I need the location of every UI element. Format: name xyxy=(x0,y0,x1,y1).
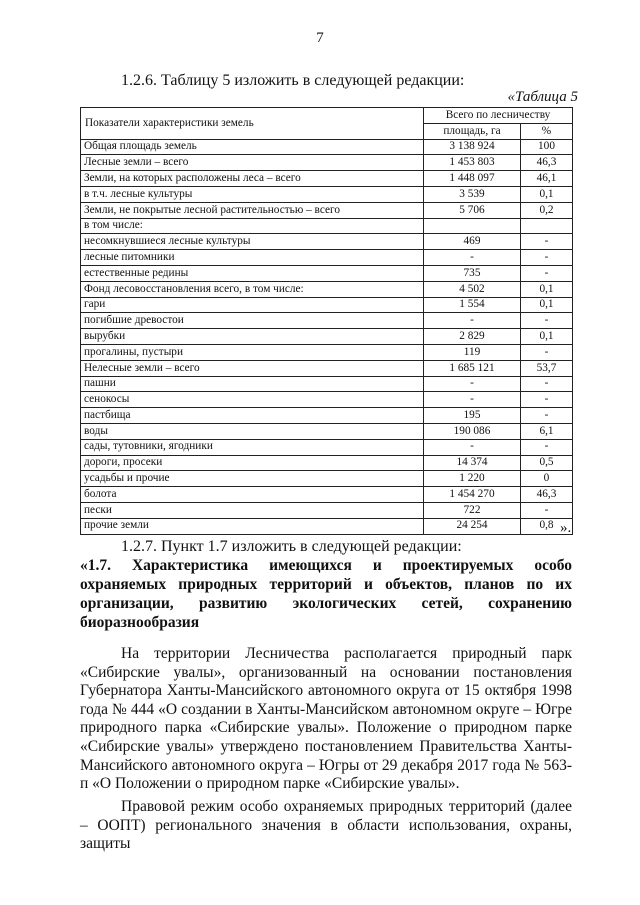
row-area: 1 554 xyxy=(424,297,521,313)
table-row xyxy=(81,392,573,408)
row-area: 3 138 924 xyxy=(424,139,521,155)
row-label: гари xyxy=(81,297,424,313)
row-label: Земли, на которых расположены леса – всего xyxy=(81,171,424,187)
table-row xyxy=(81,439,573,455)
table-body xyxy=(81,139,573,534)
table-row xyxy=(81,139,573,155)
row-label: пески xyxy=(81,502,424,518)
table-row xyxy=(81,408,573,424)
table-row xyxy=(81,487,573,503)
row-area: 119 xyxy=(424,344,521,360)
page-number: 7 xyxy=(316,30,324,46)
table-row xyxy=(81,502,573,518)
row-percent: - xyxy=(521,392,573,408)
row-label: усадьбы и прочие xyxy=(81,471,424,487)
row-percent: - xyxy=(521,408,573,424)
row-label: прочие земли xyxy=(81,518,424,534)
header-percent: % xyxy=(521,123,573,139)
land-characteristics-table xyxy=(80,107,573,535)
row-area: 1 685 121 xyxy=(424,360,521,376)
row-label: несомкнувшиеся лесные культуры xyxy=(81,234,424,250)
row-label: прогалины, пустыри xyxy=(81,344,424,360)
row-area: 3 539 xyxy=(424,186,521,202)
row-area: - xyxy=(424,392,521,408)
row-percent: 46,1 xyxy=(521,171,573,187)
row-percent: 0,1 xyxy=(521,281,573,297)
table-row xyxy=(81,234,573,250)
row-area: 14 374 xyxy=(424,455,521,471)
row-area: - xyxy=(424,376,521,392)
row-percent: - xyxy=(521,439,573,455)
table-row xyxy=(81,155,573,171)
table-row xyxy=(81,344,573,360)
row-area: 2 829 xyxy=(424,329,521,345)
row-area: 190 086 xyxy=(424,423,521,439)
row-percent: 0,1 xyxy=(521,329,573,345)
row-label: лесные питомники xyxy=(81,250,424,266)
row-label: в том числе: xyxy=(81,218,424,234)
row-percent: - xyxy=(521,376,573,392)
row-label: воды xyxy=(81,423,424,439)
row-label: сенокосы xyxy=(81,392,424,408)
table-row xyxy=(81,218,573,234)
row-label: Общая площадь земель xyxy=(81,139,424,155)
row-label: Земли, не покрытые лесной растительностью – всего xyxy=(81,202,424,218)
row-area: 4 502 xyxy=(424,281,521,297)
row-percent: - xyxy=(521,250,573,266)
row-area xyxy=(424,218,521,234)
row-percent: 46,3 xyxy=(521,155,573,171)
row-area: 24 254 xyxy=(424,518,521,534)
row-label: Нелесные земли – всего xyxy=(81,360,424,376)
row-area: 1 454 270 xyxy=(424,487,521,503)
paragraph-2: Правовой режим особо охраняемых природных территорий (далее – ООПТ) регионального значения в области использования, охраны, защиты xyxy=(80,798,572,853)
paragraph-1: На территории Лесничества располагается природный парк «Сибирские увалы», организованный на основании постановления Губернатора Ханты-Мансийского автономного округа от 15 октября 1998 года № 444 «О создании в Ханты-Мансийском автономном округе – Югре природного парка «Сибирские увалы». Положение о природном парке «Сибирские увалы» утверждено постановлением Правительства Ханты-Мансийского автономного округа – Югры от 29 декабря 2017 года № 563-п «О Положении о природном парке «Сибирские увалы». xyxy=(80,645,572,793)
table-header-row xyxy=(81,108,573,124)
row-label: естественные редины xyxy=(81,265,424,281)
table-row xyxy=(81,455,573,471)
row-label: пашни xyxy=(81,376,424,392)
row-label: сады, тутовники, ягодники xyxy=(81,439,424,455)
row-area: 722 xyxy=(424,502,521,518)
row-label: погибшие древостои xyxy=(81,313,424,329)
row-percent: 0,8 xyxy=(521,518,573,534)
row-label: пастбища xyxy=(81,408,424,424)
row-percent: 0,1 xyxy=(521,297,573,313)
table-row xyxy=(81,518,573,534)
row-area: 735 xyxy=(424,265,521,281)
row-percent: - xyxy=(521,502,573,518)
item-1-2-6: 1.2.6. Таблицу 5 изложить в следующей редакции: xyxy=(121,72,465,89)
row-percent: 53,7 xyxy=(521,360,573,376)
row-area: 1 453 803 xyxy=(424,155,521,171)
row-area: - xyxy=(424,250,521,266)
table-row xyxy=(81,265,573,281)
table-row xyxy=(81,423,573,439)
row-area: 195 xyxy=(424,408,521,424)
row-percent: - xyxy=(521,265,573,281)
table-row xyxy=(81,250,573,266)
table-row xyxy=(81,329,573,345)
row-area: 5 706 xyxy=(424,202,521,218)
row-label: дороги, просеки xyxy=(81,455,424,471)
header-indicator: Показатели характеристики земель xyxy=(81,108,424,140)
row-percent: - xyxy=(521,313,573,329)
item-1-2-7: 1.2.7. Пункт 1.7 изложить в следующей редакции: xyxy=(121,538,462,555)
row-area: - xyxy=(424,439,521,455)
row-percent xyxy=(521,218,573,234)
table-row xyxy=(81,281,573,297)
row-area: 1 448 097 xyxy=(424,171,521,187)
row-percent: 6,1 xyxy=(521,423,573,439)
row-percent: 46,3 xyxy=(521,487,573,503)
row-label: болота xyxy=(81,487,424,503)
row-percent: 0,1 xyxy=(521,186,573,202)
closing-quote: ». xyxy=(560,520,572,536)
table-row xyxy=(81,376,573,392)
row-percent: 100 xyxy=(521,139,573,155)
row-percent: - xyxy=(521,234,573,250)
row-percent: 0 xyxy=(521,471,573,487)
row-label: в т.ч. лесные культуры xyxy=(81,186,424,202)
row-label: Лесные земли – всего xyxy=(81,155,424,171)
row-label: вырубки xyxy=(81,329,424,345)
row-area: 1 220 xyxy=(424,471,521,487)
table-row xyxy=(81,297,573,313)
row-area: - xyxy=(424,313,521,329)
table-row xyxy=(81,313,573,329)
row-percent: - xyxy=(521,344,573,360)
header-area: площадь, га xyxy=(424,123,521,139)
table-row xyxy=(81,360,573,376)
table-caption: «Таблица 5 xyxy=(507,89,578,105)
table-row xyxy=(81,202,573,218)
row-percent: 0,5 xyxy=(521,455,573,471)
row-area: 469 xyxy=(424,234,521,250)
row-label: Фонд лесовосстановления всего, в том числе: xyxy=(81,281,424,297)
table-row xyxy=(81,186,573,202)
section-heading: «1.7. Характеристика имеющихся и проектируемых особо охраняемых природных территорий и объектов, планов по их организации, развитию экологических сетей, сохранению биоразнообразия xyxy=(80,557,572,631)
header-total: Всего по лесничеству xyxy=(424,108,573,124)
row-percent: 0,2 xyxy=(521,202,573,218)
table-row xyxy=(81,471,573,487)
table-row xyxy=(81,171,573,187)
